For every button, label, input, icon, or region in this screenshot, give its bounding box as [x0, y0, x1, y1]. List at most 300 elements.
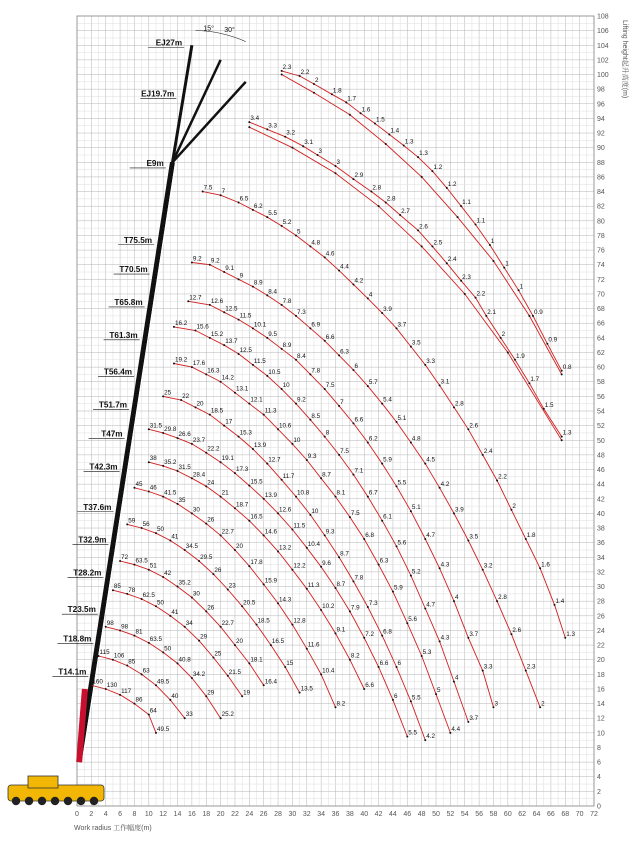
- load-value-label: 13.9: [264, 491, 277, 499]
- load-value-label: 2.2: [476, 290, 486, 298]
- load-value-label: 2.8: [498, 594, 507, 602]
- load-value-label: 10: [293, 436, 301, 444]
- load-value-label: 4: [454, 674, 459, 682]
- load-value-label: 5.5: [397, 479, 407, 487]
- load-value-label: 19.1: [221, 455, 234, 463]
- x-tick-label: 62: [518, 811, 527, 818]
- load-value-label: 22.7: [221, 528, 234, 536]
- load-value-label: 3.3: [483, 663, 493, 671]
- load-value-label: 9.5: [268, 330, 278, 338]
- load-value-label: 5: [297, 228, 301, 236]
- load-value-label: 63: [142, 667, 150, 675]
- load-value-label: 12.6: [210, 297, 224, 305]
- y-tick-label: 76: [597, 247, 605, 255]
- load-value-label: 1.5: [544, 401, 554, 409]
- boom-length-label: E9m: [146, 158, 164, 168]
- load-value-label: 8.7: [322, 471, 331, 479]
- load-value-label: 5.9: [393, 584, 403, 592]
- load-value-label: 7.1: [354, 467, 364, 475]
- load-value-label: 6.6: [365, 681, 374, 689]
- load-value-label: 51: [149, 562, 157, 570]
- load-value-label: 11.6: [307, 641, 320, 649]
- load-value-label: 4.3: [440, 561, 450, 569]
- load-value-label: 6: [397, 660, 402, 668]
- load-value-label: 45: [135, 480, 143, 488]
- load-value-label: 2: [501, 330, 506, 338]
- load-value-label: 4.4: [340, 263, 349, 271]
- load-value-label: 10.8: [297, 489, 310, 497]
- load-value-label: 19: [243, 689, 251, 697]
- y-tick-label: 16: [597, 686, 605, 694]
- load-value-label: 46: [149, 484, 157, 492]
- x-tick-label: 46: [403, 811, 412, 818]
- load-value-label: 2: [512, 502, 516, 510]
- boom-length-label: T23.5m: [67, 605, 96, 615]
- x-tick-label: 36: [331, 811, 340, 818]
- load-value-label: 4.3: [440, 634, 450, 642]
- load-value-label: 6.8: [365, 532, 374, 540]
- load-value-label: 9.2: [192, 255, 202, 263]
- load-value-label: 2.2: [300, 68, 310, 76]
- x-axis-title: Work radius 工作幅度(m): [74, 825, 152, 832]
- load-value-label: 15: [286, 660, 294, 668]
- load-value-label: 8.7: [336, 581, 346, 589]
- y-tick-label: 0: [597, 803, 601, 811]
- load-value-label: 4.8: [311, 239, 321, 247]
- boom-length-label: T51.7m: [98, 400, 128, 410]
- x-tick-label: 12: [159, 811, 168, 818]
- y-tick-label: 24: [597, 627, 605, 635]
- boom-length-label: T47m: [101, 429, 123, 439]
- load-value-label: 6: [354, 363, 358, 371]
- y-tick-label: 44: [597, 481, 605, 489]
- load-point: [561, 373, 563, 375]
- load-value-label: 30: [192, 590, 200, 598]
- load-value-label: 49.5: [156, 678, 170, 686]
- x-tick-label: 16: [187, 811, 196, 818]
- load-value-label: 10.4: [307, 540, 321, 548]
- load-value-label: 35: [178, 496, 186, 504]
- load-value-label: 7.5: [325, 382, 335, 390]
- y-tick-label: 102: [597, 57, 609, 65]
- x-tick-label: 42: [374, 811, 383, 818]
- load-value-label: 3: [494, 700, 498, 708]
- load-value-label: 4.6: [325, 250, 335, 258]
- load-value-label: 9.2: [210, 257, 220, 265]
- load-value-label: 9: [239, 272, 244, 280]
- load-value-label: 3.1: [304, 139, 313, 147]
- crane-wheel: [77, 797, 85, 805]
- load-value-label: 1.5: [375, 116, 385, 124]
- load-value-label: 1.1: [476, 217, 486, 225]
- y-tick-label: 52: [597, 423, 605, 431]
- load-value-label: 20: [235, 542, 243, 550]
- load-value-label: 3.7: [397, 321, 407, 329]
- crane-wheel: [38, 797, 46, 805]
- y-tick-label: 48: [597, 452, 605, 460]
- load-value-label: 9.1: [336, 626, 346, 634]
- load-value-label: 26: [214, 567, 222, 575]
- load-value-label: 25: [164, 389, 172, 397]
- y-tick-label: 54: [597, 408, 605, 416]
- load-value-label: 1.3: [404, 138, 414, 146]
- load-point: [457, 216, 459, 218]
- load-value-label: 29: [207, 689, 215, 697]
- load-value-label: 64: [149, 707, 157, 715]
- y-tick-label: 58: [597, 379, 605, 387]
- load-value-label: 2.6: [469, 422, 479, 430]
- x-tick-label: 34: [317, 811, 326, 818]
- boom-length-label: T14.1m: [58, 667, 87, 677]
- load-value-label: 34.2: [192, 670, 206, 678]
- load-value-label: 17.8: [250, 559, 263, 567]
- load-value-label: 130: [106, 681, 118, 689]
- load-value-label: 5.2: [282, 218, 292, 226]
- load-point: [385, 143, 387, 145]
- y-tick-label: 4: [597, 774, 601, 782]
- crane-cab: [28, 776, 58, 788]
- load-value-label: 12.7: [189, 294, 202, 302]
- load-value-label: 78: [128, 586, 136, 594]
- boom-length-label: T75.5m: [123, 235, 153, 245]
- y-tick-label: 30: [597, 584, 605, 592]
- load-value-label: 14.2: [221, 374, 234, 382]
- load-value-label: 6.6: [325, 333, 335, 341]
- load-value-label: 10: [282, 382, 290, 390]
- load-value-label: 2.7: [401, 207, 410, 215]
- x-tick-label: 32: [302, 811, 311, 818]
- load-value-label: 34: [185, 619, 193, 627]
- load-value-label: 6.2: [368, 435, 378, 443]
- load-point: [421, 176, 423, 178]
- x-tick-label: 70: [575, 811, 584, 818]
- load-value-label: 11.3: [264, 407, 277, 415]
- load-value-label: 6.8: [383, 628, 392, 636]
- load-value-label: 13.2: [279, 544, 292, 552]
- y-tick-label: 6: [597, 759, 601, 767]
- load-value-label: 15.6: [196, 323, 209, 331]
- crane-wheel: [51, 797, 59, 805]
- load-value-label: 9.3: [325, 528, 335, 536]
- load-value-label: 1.6: [541, 561, 550, 569]
- load-value-label: 28.4: [192, 471, 206, 479]
- load-value-label: 12.5: [225, 305, 238, 313]
- boom-length-label: T65.8m: [114, 297, 143, 307]
- load-value-label: 5: [437, 687, 441, 695]
- load-value-label: 16.2: [174, 319, 188, 327]
- load-value-label: 13.5: [300, 685, 313, 693]
- y-tick-label: 18: [597, 671, 605, 679]
- x-tick-label: 68: [561, 811, 570, 818]
- load-value-label: 5.3: [422, 649, 432, 657]
- load-value-label: 8.1: [336, 489, 346, 497]
- load-value-label: 7.8: [354, 574, 364, 582]
- load-value-label: 1.8: [332, 87, 342, 95]
- x-tick-label: 20: [216, 811, 225, 818]
- load-value-label: 35.2: [164, 458, 177, 466]
- load-value-label: 4.2: [440, 480, 450, 488]
- load-value-label: 13.7: [225, 338, 238, 346]
- y-tick-label: 2: [597, 788, 601, 796]
- y-tick-label: 108: [597, 13, 609, 21]
- y-tick-label: 98: [597, 86, 605, 94]
- load-value-label: 8.5: [311, 412, 321, 420]
- y-tick-label: 74: [597, 262, 605, 270]
- y-tick-label: 38: [597, 525, 605, 533]
- load-value-label: 26: [207, 516, 215, 524]
- load-value-label: 16.4: [264, 678, 277, 686]
- x-tick-label: 58: [489, 811, 498, 818]
- load-value-label: 6.3: [379, 557, 389, 565]
- y-tick-label: 28: [597, 598, 605, 606]
- load-value-label: 5.4: [383, 396, 392, 404]
- load-value-label: 23.7: [192, 436, 206, 444]
- load-value-label: 12.2: [293, 562, 306, 570]
- load-value-label: 13.1: [235, 385, 249, 393]
- x-tick-label: 56: [475, 811, 484, 818]
- load-value-label: 2: [314, 77, 319, 85]
- load-value-label: 29.5: [200, 553, 213, 561]
- load-value-label: 5.5: [408, 729, 418, 737]
- load-value-label: 4.5: [426, 456, 436, 464]
- load-value-label: 22.2: [207, 445, 220, 453]
- load-value-label: 6.2: [253, 202, 263, 210]
- y-tick-label: 90: [597, 145, 605, 153]
- load-point: [313, 92, 315, 94]
- load-value-label: 29.8: [164, 425, 177, 433]
- y-tick-label: 26: [597, 613, 605, 621]
- load-value-label: 24: [207, 479, 215, 487]
- load-value-label: 6: [393, 692, 398, 700]
- load-value-label: 0.9: [533, 308, 543, 316]
- load-value-label: 9.2: [297, 396, 306, 404]
- load-value-label: 1.4: [390, 127, 400, 135]
- load-point: [378, 205, 380, 207]
- load-value-label: 0.8: [562, 363, 572, 371]
- boom-length-label: T42.3m: [89, 462, 118, 472]
- boom-length-label: T18.8m: [63, 634, 92, 644]
- load-value-label: 98: [121, 623, 129, 631]
- load-value-label: 1: [505, 260, 509, 268]
- x-tick-label: 66: [547, 811, 555, 818]
- load-value-label: 7: [340, 398, 344, 406]
- load-value-label: 1.3: [419, 150, 428, 158]
- load-value-label: 2.2: [498, 473, 507, 481]
- load-value-label: 2.8: [386, 195, 396, 203]
- y-tick-label: 92: [597, 130, 605, 138]
- load-value-label: 15.2: [210, 330, 224, 338]
- load-value-label: 3.2: [286, 129, 296, 137]
- load-value-label: 38: [149, 455, 157, 463]
- load-value-label: 35.2: [178, 579, 191, 587]
- x-tick-label: 8: [132, 811, 137, 818]
- load-value-label: 4.2: [354, 277, 364, 285]
- load-value-label: 8.9: [253, 279, 263, 287]
- load-value-label: 85: [113, 583, 121, 591]
- load-value-label: 63.5: [135, 557, 148, 565]
- load-value-label: 11.5: [293, 522, 306, 530]
- load-value-label: 1.4: [555, 597, 565, 605]
- x-tick-label: 48: [417, 811, 426, 818]
- load-value-label: 18.5: [257, 617, 270, 625]
- x-tick-label: 6: [118, 811, 123, 818]
- load-value-label: 72: [121, 553, 129, 561]
- load-value-label: 7.9: [350, 604, 360, 612]
- load-value-label: 40: [171, 692, 179, 700]
- load-value-label: 42: [164, 570, 172, 578]
- load-value-label: 1.9: [516, 352, 525, 360]
- load-value-label: 14.3: [279, 596, 292, 604]
- y-tick-label: 84: [597, 189, 605, 197]
- x-tick-label: 72: [590, 811, 598, 818]
- load-point: [561, 439, 563, 441]
- load-value-label: 22: [182, 393, 190, 401]
- y-tick-label: 40: [597, 510, 605, 518]
- load-value-label: 1: [519, 283, 524, 291]
- load-value-label: 41.5: [164, 489, 177, 497]
- load-value-label: 6.6: [379, 660, 389, 668]
- load-value-label: 3: [318, 147, 323, 155]
- load-value-label: 5.5: [411, 694, 421, 702]
- load-value-label: 16.5: [271, 638, 285, 646]
- load-value-label: 56: [142, 521, 150, 529]
- y-tick-label: 14: [597, 701, 605, 709]
- y-tick-label: 94: [597, 115, 605, 123]
- load-value-label: 4.7: [426, 532, 436, 540]
- load-value-label: 5.1: [397, 414, 407, 422]
- load-value-label: 5.7: [368, 379, 378, 387]
- load-value-label: 10.6: [279, 422, 292, 430]
- y-tick-label: 46: [597, 467, 605, 475]
- y-tick-label: 34: [597, 554, 605, 562]
- load-point: [464, 293, 466, 295]
- x-tick-label: 18: [202, 811, 211, 818]
- load-value-label: 9.1: [225, 265, 234, 273]
- load-value-label: 4.8: [411, 435, 421, 443]
- x-tick-label: 0: [75, 811, 79, 818]
- load-value-label: 3.5: [411, 339, 421, 347]
- load-value-label: 2.8: [454, 400, 464, 408]
- load-value-label: 3.7: [469, 630, 479, 638]
- y-tick-label: 72: [597, 276, 605, 284]
- load-value-label: 6.6: [354, 416, 364, 424]
- x-tick-label: 38: [345, 811, 354, 818]
- load-point: [248, 126, 250, 128]
- y-axis-title: Lifting height起升高度(m): [621, 20, 628, 99]
- load-value-label: 3.1: [440, 378, 450, 386]
- y-tick-label: 60: [597, 364, 605, 372]
- load-value-label: 5.6: [397, 539, 407, 547]
- y-tick-label: 10: [597, 730, 605, 738]
- boom-length-label: T32.9m: [78, 535, 107, 545]
- load-value-label: 4: [368, 291, 373, 299]
- load-value-label: 160: [92, 678, 103, 686]
- load-value-label: 6.7: [368, 489, 378, 497]
- load-point: [349, 114, 351, 116]
- load-value-label: 1.7: [530, 376, 540, 384]
- load-value-label: 25.2: [221, 711, 234, 719]
- load-value-label: 4: [454, 594, 459, 602]
- load-value-label: 2.3: [526, 663, 536, 671]
- load-value-label: 106: [113, 652, 125, 660]
- y-tick-label: 8: [597, 744, 601, 752]
- y-tick-label: 36: [597, 540, 605, 548]
- load-value-label: 3.9: [383, 305, 392, 313]
- load-value-label: 29: [200, 633, 208, 641]
- load-value-label: 62.5: [142, 591, 155, 599]
- load-value-label: 31.5: [149, 422, 163, 430]
- load-value-label: 5.2: [411, 568, 421, 576]
- load-value-label: 12.7: [268, 456, 281, 464]
- x-tick-label: 64: [532, 811, 541, 818]
- load-value-label: 4.2: [426, 733, 436, 741]
- x-tick-label: 22: [231, 811, 239, 818]
- load-value-label: 1.7: [347, 95, 357, 103]
- load-point: [421, 245, 423, 247]
- load-value-label: 41: [171, 533, 179, 541]
- y-tick-label: 42: [597, 496, 605, 504]
- load-value-label: 31.5: [178, 463, 191, 471]
- x-tick-label: 54: [460, 811, 469, 818]
- y-tick-label: 100: [597, 72, 609, 80]
- load-value-label: 6.1: [383, 513, 392, 521]
- load-value-label: 3.9: [454, 506, 464, 514]
- load-value-label: 3.3: [268, 122, 278, 130]
- load-value-label: 3.4: [250, 115, 260, 123]
- boom-length-label: T28.2m: [73, 568, 102, 578]
- y-tick-label: 22: [597, 642, 605, 650]
- x-tick-label: 40: [360, 811, 369, 818]
- load-value-label: 98: [106, 619, 114, 627]
- crane-wheel: [90, 797, 98, 805]
- y-tick-label: 66: [597, 320, 605, 328]
- load-point: [528, 315, 530, 317]
- load-value-label: 7.2: [365, 630, 374, 638]
- y-tick-label: 68: [597, 306, 605, 314]
- load-value-label: 8.2: [336, 700, 346, 708]
- load-value-label: 7.8: [282, 297, 292, 305]
- load-value-label: 15.9: [264, 577, 277, 585]
- load-value-label: 86: [135, 696, 143, 704]
- boom-length-label: T56.4m: [103, 367, 133, 377]
- x-tick-label: 44: [389, 811, 397, 818]
- load-value-label: 1.3: [562, 429, 572, 437]
- x-tick-label: 30: [288, 811, 297, 818]
- load-value-label: 30: [192, 506, 200, 514]
- crane-wheel: [64, 797, 72, 805]
- x-tick-label: 52: [446, 811, 455, 818]
- load-value-label: 33: [185, 711, 193, 719]
- y-tick-label: 20: [597, 657, 605, 665]
- load-value-label: 7.5: [203, 184, 213, 192]
- y-tick-label: 104: [597, 42, 609, 50]
- load-value-label: 117: [121, 687, 132, 695]
- load-value-label: 5.5: [268, 210, 278, 218]
- load-value-label: 12.1: [250, 396, 263, 404]
- load-value-label: 34.5: [185, 542, 198, 550]
- load-value-label: 2.6: [512, 627, 522, 635]
- load-value-label: 17: [225, 418, 233, 426]
- load-value-label: 2.4: [483, 447, 493, 455]
- load-value-label: 15.5: [250, 478, 263, 486]
- load-value-label: 9.6: [322, 559, 331, 567]
- load-value-label: 2.1: [487, 308, 497, 316]
- load-value-label: 49.5: [156, 725, 170, 733]
- load-value-label: 81: [135, 628, 143, 636]
- y-tick-label: 88: [597, 159, 605, 167]
- load-value-label: 50: [164, 645, 172, 653]
- load-value-label: 2.4: [447, 256, 457, 264]
